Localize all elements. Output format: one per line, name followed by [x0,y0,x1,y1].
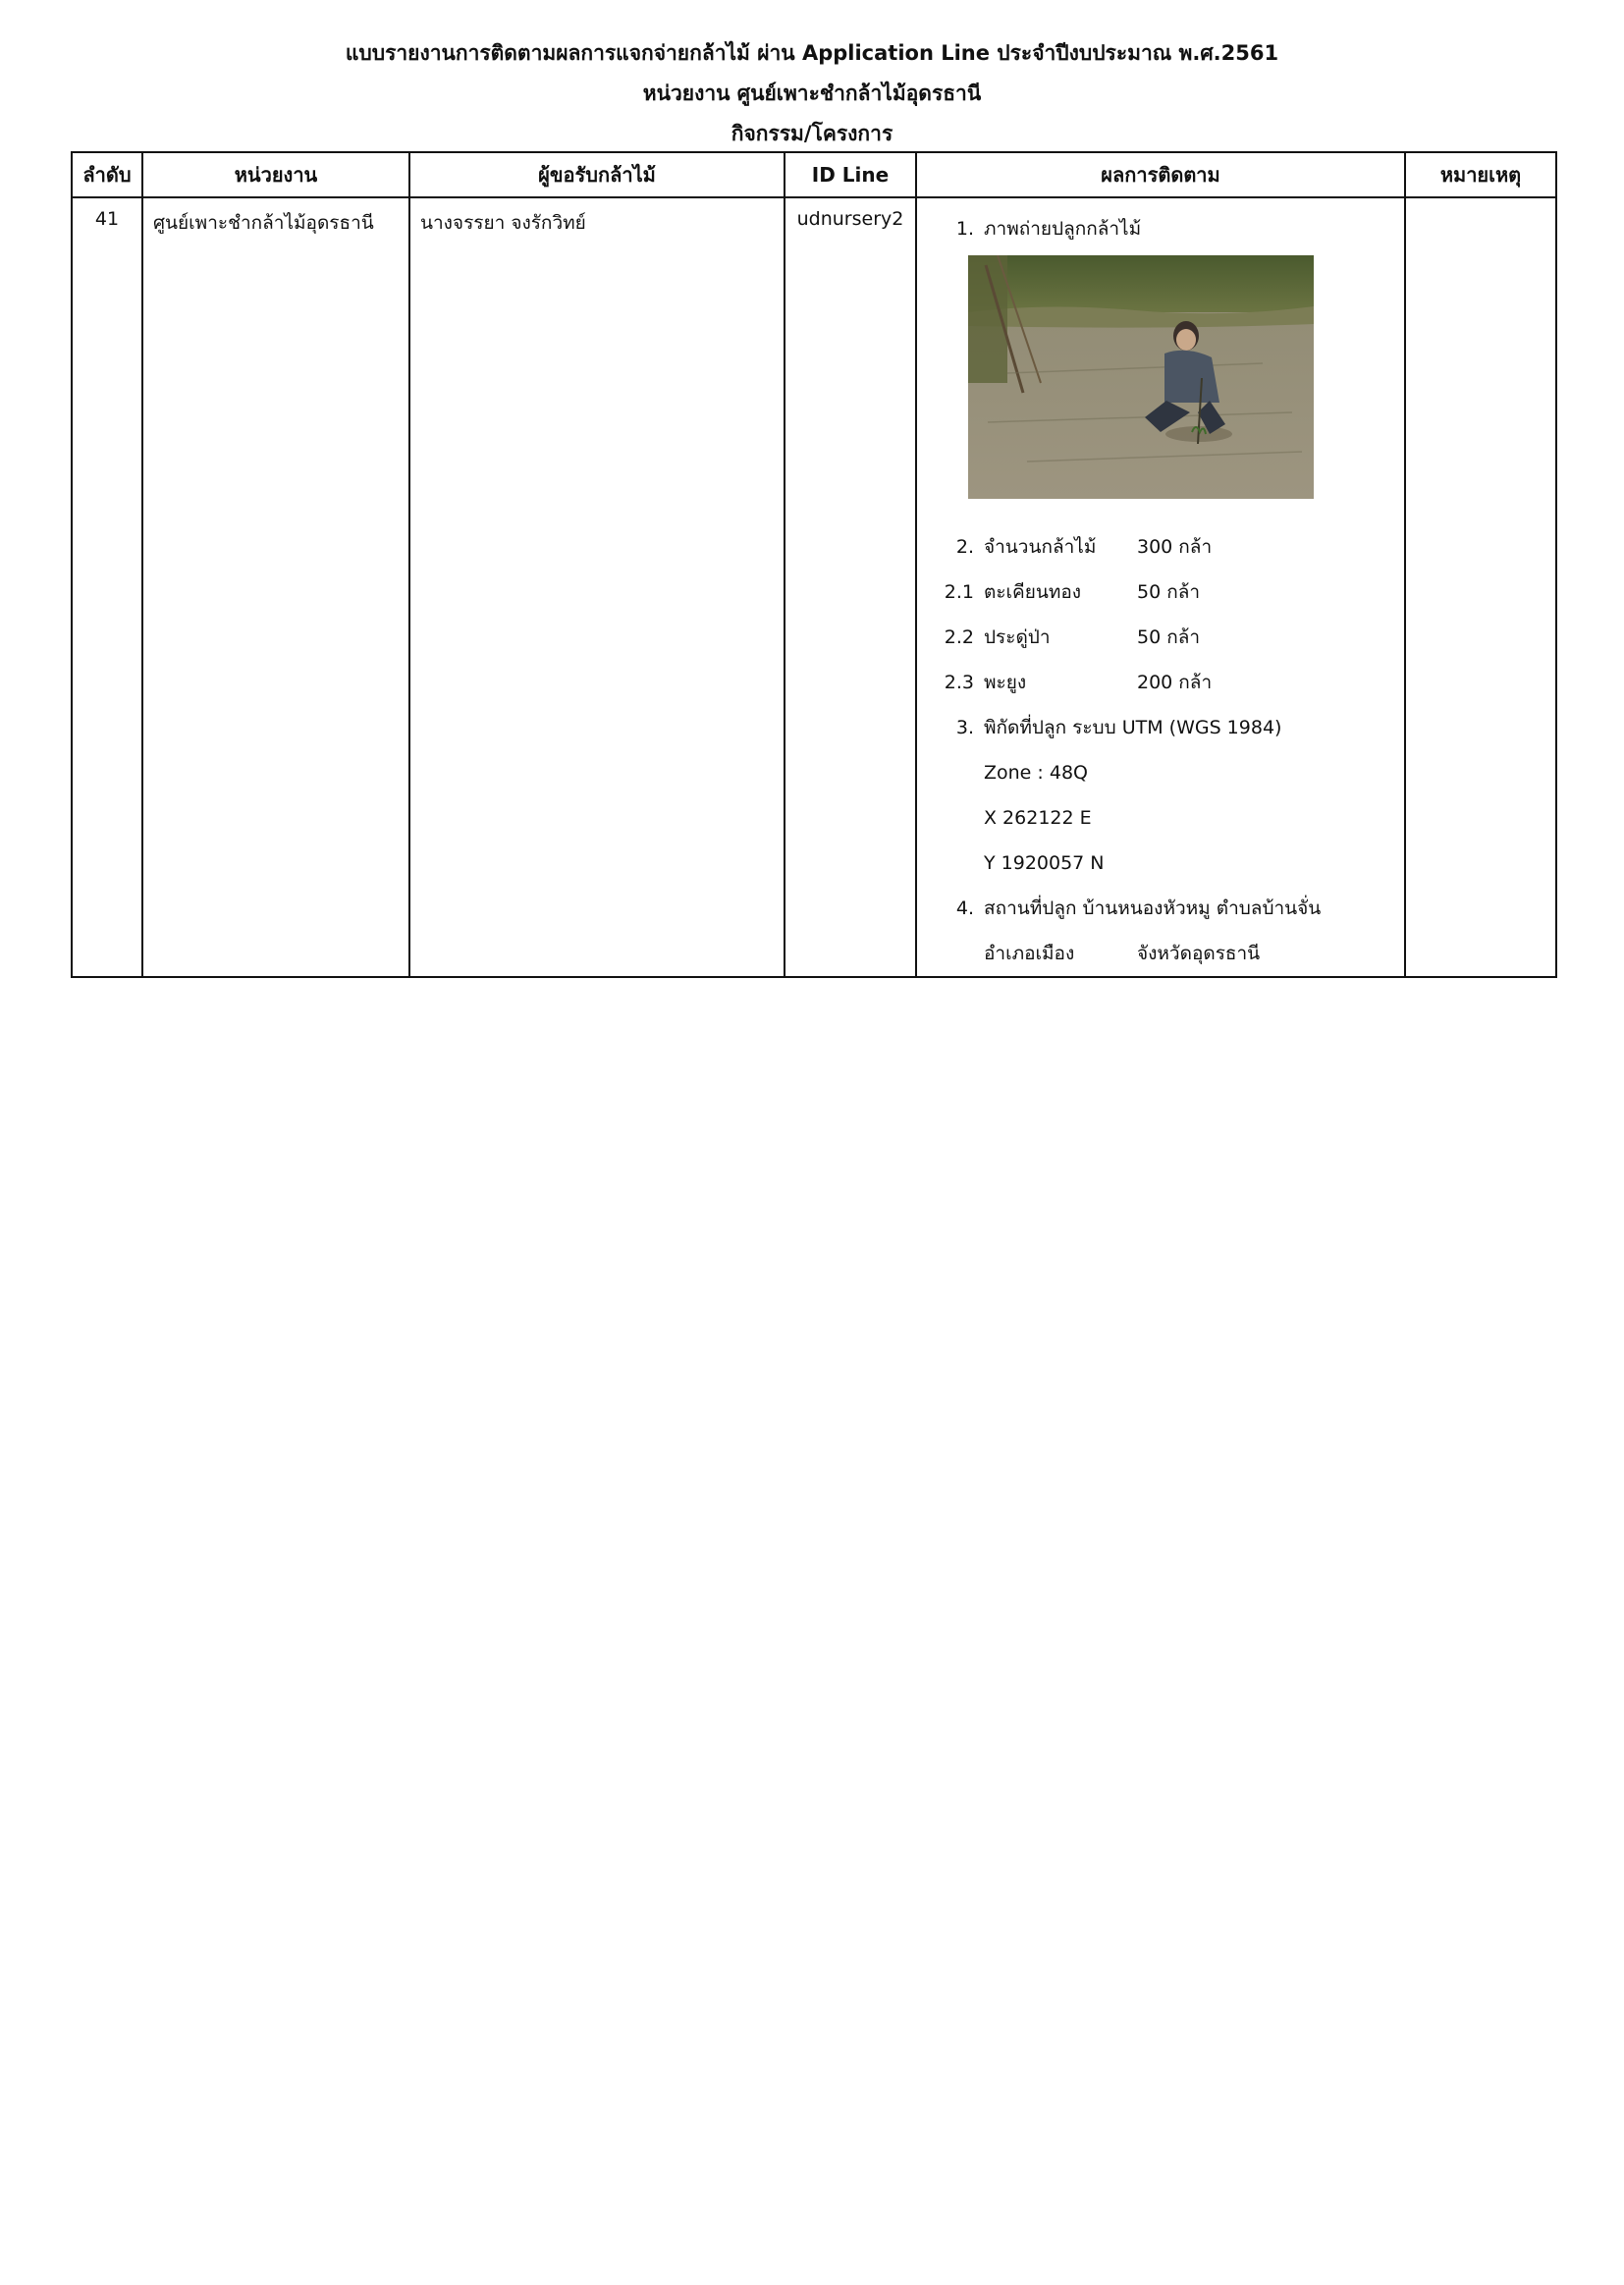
coordinate-y: Y 1920057 N [984,852,1105,874]
result-item-location: 4. สถานที่ปลูก บ้านหนองหัวหมู ตำบลบ้านจั่น [955,898,1322,919]
table-header-row [72,152,1556,197]
result-item-species-1: 2.1 ตะเคียนทอง 50 กล้า [944,581,1201,603]
coordinate-x: X 262122 E [984,807,1092,829]
cell-number: 41 [72,197,142,977]
col-header-number: ลำดับ [72,152,142,197]
col-header-results: ผลการติดตาม [916,152,1405,197]
cell-unit: ศูนย์เพาะชำกล้าไม้อุดรธานี [142,197,409,977]
report-table [71,151,1557,978]
coordinate-zone: Zone : 48Q [984,762,1088,784]
result-item-photo: 1. ภาพถ่ายปลูกกล้าไม้ [955,218,1142,240]
report-activity: กิจกรรม/โครงการ [731,122,893,145]
report-unit: หน่วยงาน ศูนย์เพาะชำกล้าไม้อุดรธานี [642,82,982,105]
result-item-coordinates: 3. พิกัดที่ปลูก ระบบ UTM (WGS 1984) [955,717,1282,738]
report-header [0,33,1624,154]
cell-remark [1405,197,1556,977]
result-item-seedling-count: 2. จำนวนกล้าไม้ 300 กล้า [955,536,1213,558]
table-row [72,197,1556,977]
result-item-species-3: 2.3 พะยูง 200 กล้า [944,672,1213,693]
cell-results [916,197,1405,977]
report-title: แบบรายงานการติดตามผลการแจกจ่ายกล้าไม้ ผ่าน Application Line ประจำปีงบประมาณ พ.ศ.2561 [345,41,1279,65]
col-header-id-line: ID Line [785,152,916,197]
result-item-species-2: 2.2 ประดู่ป่า 50 กล้า [944,626,1201,648]
col-header-unit: หน่วยงาน [142,152,409,197]
planting-photo [968,255,1314,499]
cell-id-line: udnursery2 [785,197,916,977]
cell-recipient: นางจรรยา จงรักวิทย์ [409,197,785,977]
col-header-remark: หมายเหตุ [1405,152,1556,197]
location-district-province: อำเภอเมือง จังหวัดอุดรธานี [984,943,1261,964]
col-header-recipient: ผู้ขอรับกล้าไม้ [409,152,785,197]
